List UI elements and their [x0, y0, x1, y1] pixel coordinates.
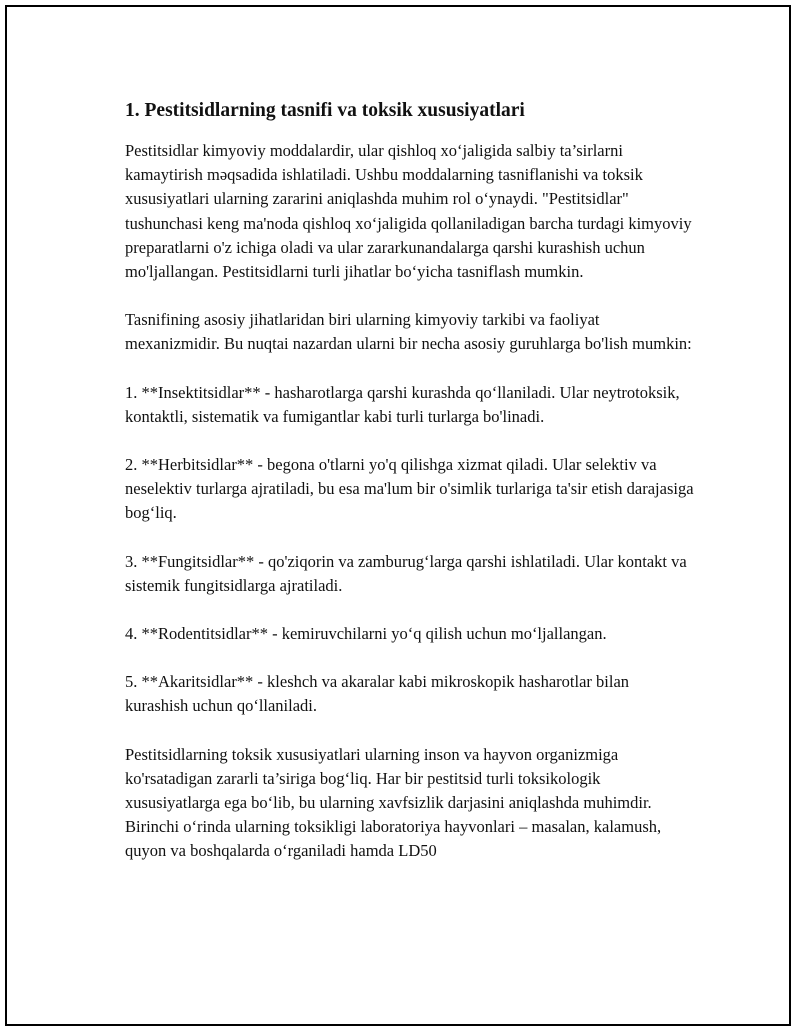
paragraph-classification: Tasnifining asosiy jihatlaridan biri ularning kimyoviy tarkibi va faoliyat mexanizmidir. Bu nuqtai nazardan ularni bir necha asosiy guruhlarga bo'lish mumkin: [125, 310, 692, 354]
paragraph-intro: Pestitsidlar kimyoviy moddalardir, ular qishloq xo‘jaligida salbiy ta’sirlarni kamaytirish məqsadida ishlatiladi. Ushbu moddalarning tasniflanishi va toksik xususiyatlari ularning zararini aniqlashda muhim rol o‘ynaydi. "Pestitsidlar" tushunchasi keng ma'noda qishloq xo‘jaligida qollaniladigan barcha turdagi kimyoviy preparatlarni o'z ichiga oladi va ular zararkunandalarga qarshi kurashish uchun mo'ljallangan. Pestitsidlarni turli jihatlar bo‘yicha tasniflash mumkin. [125, 141, 692, 282]
list-item-fungicides: 3. **Fungitsidlar** - qo'ziqorin va zamburug‘larga qarshi ishlatiladi. Ular kontakt va sistemik fungitsidlarga ajratiladi. [125, 551, 687, 595]
section-heading: 1. Pestitsidlarning tasnifi va toksik xususiyatlari [125, 100, 525, 121]
list-item-acaricides: 5. **Akaritsidlar** - kleshch va akaralar kabi mikroskopik hasharotlar bilan kurashish uchun qo‘llaniladi. [125, 672, 630, 716]
list-item-insecticides: 1. **Insektitsidlar** - hasharotlarga qarshi kurashda qo‘llaniladi. Ular neytrotoksik, kontaktli, sistematik va fumigantlar kabi turli turlarga bo'linadi. [125, 382, 680, 426]
list-item-rodenticides: 4. **Rodentitsidlar** - kemiruvchilarni yo‘q qilish uchun mo‘ljallangan. [125, 624, 607, 644]
page [5, 5, 791, 1026]
list-item-herbicides: 2. **Herbitsidlar** - begona o'tlarni yo'q qilishga xizmat qiladi. Ular selektiv va neselektiv turlarga ajratiladi, bu esa ma'lum bir o'simlik turlariga ta'sir etish darajasiga bog‘liq. [125, 455, 694, 523]
document-body [125, 97, 695, 888]
paragraph-toxicity: Pestitsidlarning toksik xususiyatlari ularning inson va hayvon organizmiga ko'rsatadigan zararli ta’siriga bog‘liq. Har bir pestitsid turli toksikologik xususiyatlarga ega bo‘lib, bu ularning xavfsizlik darjasini aniqlashda muhimdir. Birinchi o‘rinda ularning toksikligi laboratoriya hayvonlari – masalan, kalamush, quyon va boshqalarda o‘rganiladi hamda LD50 [125, 744, 662, 861]
